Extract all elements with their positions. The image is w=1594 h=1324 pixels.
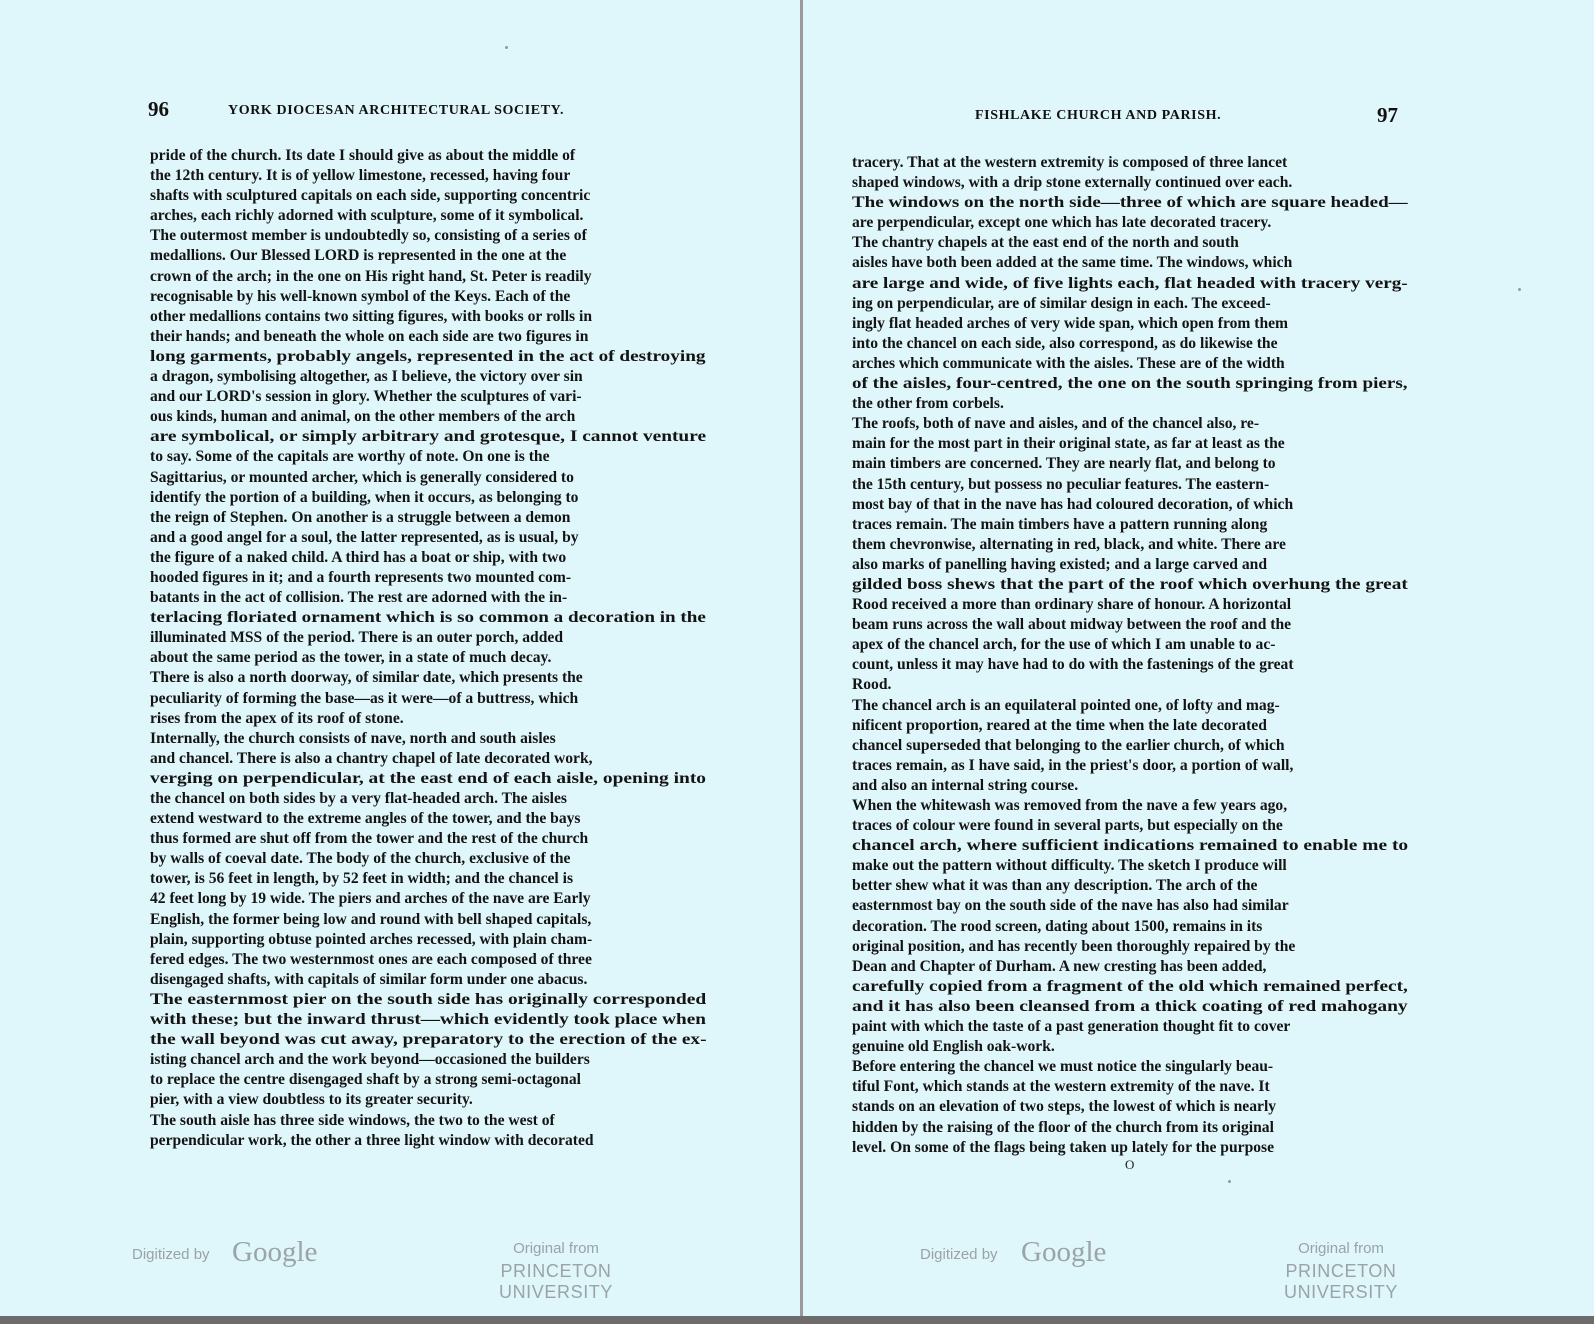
text-line: shafts with sculptured capitals on each side, supporting concentric bbox=[150, 187, 591, 205]
text-line: medallions. Our Blessed LORD is represented in the one at the bbox=[150, 247, 567, 265]
text-line: genuine old English oak-work. bbox=[852, 1038, 1055, 1056]
text-line: Before entering the chancel we must notice the singularly beau- bbox=[852, 1058, 1274, 1076]
right-google-logo: Google bbox=[1021, 1236, 1107, 1268]
text-line: ingly flat headed arches of very wide span, which open from them bbox=[852, 314, 1289, 332]
text-line: shaped windows, with a drip stone externally continued over each. bbox=[852, 174, 1293, 192]
left-original-from: Original from bbox=[513, 1240, 599, 1257]
text-line: decoration. The rood screen, dating about 1500, remains in its bbox=[852, 917, 1263, 935]
scan-speck bbox=[505, 46, 508, 49]
text-line: the other from corbels. bbox=[852, 395, 1004, 413]
text-line: traces remain. The main timbers have a pattern running along bbox=[852, 515, 1268, 533]
text-line: are symbolical, or simply arbitrary and grotesque, I cannot venture bbox=[150, 428, 707, 446]
text-line: to replace the centre disengaged shaft by a strong semi-octagonal bbox=[150, 1071, 581, 1089]
text-line: Sagittarius, or mounted archer, which is generally considered to bbox=[150, 468, 574, 486]
text-line: chancel superseded that belonging to the earlier church, of which bbox=[852, 736, 1285, 754]
text-line: original position, and has recently been thoroughly repaired by the bbox=[852, 937, 1296, 955]
text-line: them chevronwise, alternating in red, black, and white. There are bbox=[852, 535, 1286, 553]
text-line: The windows on the north side—three of which are square headed— bbox=[852, 194, 1408, 212]
text-line: most bay of that in the nave has had coloured decoration, of which bbox=[852, 495, 1294, 513]
text-line: tracery. That at the western extremity is composed of three lancet bbox=[852, 154, 1288, 171]
text-line: also marks of panelling having existed; and a large carved and bbox=[852, 555, 1267, 573]
text-line: nificent proportion, reared at the time when the late decorated bbox=[852, 716, 1267, 734]
text-line: are large and wide, of five lights each, flat headed with tracery verg- bbox=[852, 274, 1408, 292]
text-line: and also an internal string course. bbox=[852, 776, 1079, 794]
text-line: to say. Some of the capitals are worthy of note. On one is the bbox=[150, 448, 550, 466]
text-line: carefully copied from a fragment of the old which remained perfect, bbox=[852, 977, 1408, 995]
viewer-bottom-bar bbox=[0, 1316, 1594, 1324]
text-line: the 12th century. It is of yellow limestone, recessed, having four bbox=[150, 167, 571, 185]
scan-speck bbox=[1228, 1180, 1231, 1183]
right-digitized-by: Digitized by bbox=[920, 1246, 998, 1263]
text-line: main for the most part in their original state, as far at least as the bbox=[852, 435, 1285, 453]
text-line: disengaged shafts, with capitals of similar form under one abacus. bbox=[150, 970, 588, 988]
right-page-body bbox=[852, 153, 1408, 1158]
text-line: Rood received a more than ordinary share of honour. A horizontal bbox=[852, 596, 1292, 614]
text-line: other medallions contains two sitting figures, with books or rolls in bbox=[150, 307, 593, 325]
text-line: into the chancel on each side, also correspond, as do likewise the bbox=[852, 334, 1278, 352]
text-line: the chancel on both sides by a very flat-headed arch. The aisles bbox=[150, 790, 568, 807]
text-line: English, the former being low and round with bell shaped capitals, bbox=[150, 910, 592, 928]
text-line: crown of the arch; in the one on His right hand, St. Peter is readily bbox=[150, 267, 592, 285]
text-line: pier, with a view doubtless to its greater security. bbox=[150, 1091, 473, 1109]
text-line: their hands; and beneath the whole on each side are two figures in bbox=[150, 327, 589, 345]
signature-mark: O bbox=[1125, 1157, 1135, 1172]
text-line: perpendicular work, the other a three light window with decorated bbox=[150, 1131, 594, 1149]
text-line: main timbers are concerned. They are nearly flat, and belong to bbox=[852, 455, 1276, 473]
text-line: fered edges. The two westernmost ones are each composed of three bbox=[150, 950, 592, 968]
text-line: ing on perpendicular, are of similar design in each. The exceed- bbox=[852, 294, 1271, 312]
text-line: 42 feet long by 19 wide. The piers and arches of the nave are Early bbox=[150, 890, 591, 908]
text-line: verging on perpendicular, at the east end of each aisle, opening into bbox=[150, 769, 707, 787]
text-line: the figure of a naked child. A third has a boat or ship, with two bbox=[150, 548, 567, 566]
text-line: The outermost member is undoubtedly so, consisting of a series of bbox=[150, 227, 587, 245]
text-line: Dean and Chapter of Durham. A new cresting has been added, bbox=[852, 957, 1267, 975]
text-line: ous kinds, human and animal, on the other members of the arch bbox=[150, 408, 576, 426]
left-institution: PRINCETON UNIVERSITY bbox=[498, 1261, 614, 1302]
text-line: a dragon, symbolising altogether, as I believe, the victory over sin bbox=[150, 368, 583, 386]
text-line: and our LORD's session in glory. Whether the sculptures of vari- bbox=[150, 388, 582, 406]
text-line: make out the pattern without difficulty. The sketch I produce will bbox=[852, 857, 1287, 875]
text-line: pride of the church. Its date I should give as about the middle of bbox=[150, 147, 576, 164]
text-line: better shew what it was than any description. The arch of the bbox=[852, 877, 1258, 895]
text-line: peculiarity of forming the base—as it were—of a buttress, which bbox=[150, 689, 579, 707]
text-line: The easternmost pier on the south side has originally corresponded bbox=[150, 990, 707, 1008]
text-line: tower, is 56 feet in length, by 52 feet in width; and the chancel is bbox=[150, 870, 574, 888]
text-line: apex of the chancel arch, for the use of which I am unable to ac- bbox=[852, 636, 1276, 654]
text-line: are perpendicular, except one which has late decorated tracery. bbox=[852, 214, 1272, 232]
text-line: arches, each richly adorned with sculpture, some of it symbolical. bbox=[150, 207, 584, 225]
text-line: the 15th century, but possess no peculiar features. The eastern- bbox=[852, 475, 1270, 493]
left-google-logo: Google bbox=[232, 1236, 318, 1268]
text-line: There is also a north doorway, of similar date, which presents the bbox=[150, 669, 583, 687]
text-line: gilded boss shews that the part of the roof which overhung the great bbox=[852, 575, 1408, 593]
text-line: by walls of coeval date. The body of the church, exclusive of the bbox=[150, 850, 571, 868]
text-line: and a good angel for a soul, the latter represented, as is usual, by bbox=[150, 528, 579, 546]
text-line: arches which communicate with the aisles. These are of the width bbox=[852, 354, 1285, 372]
text-line: isting chancel arch and the work beyond—occasioned the builders bbox=[150, 1051, 590, 1069]
text-line: The chantry chapels at the east end of the north and south bbox=[852, 234, 1239, 252]
text-line: The south aisle has three side windows, the two to the west of bbox=[150, 1111, 555, 1129]
text-line: paint with which the taste of a past generation thought fit to cover bbox=[852, 1018, 1291, 1036]
text-line: The chancel arch is an equilateral pointed one, of lofty and mag- bbox=[852, 696, 1280, 714]
text-line: tiful Font, which stands at the western extremity of the nave. It bbox=[852, 1078, 1270, 1096]
text-line: the reign of Stephen. On another is a struggle between a demon bbox=[150, 508, 571, 526]
text-line: long garments, probably angels, represented in the act of destroying bbox=[150, 347, 706, 365]
text-line: easternmost bay on the south side of the nave has also had similar bbox=[852, 897, 1289, 915]
right-institution: PRINCETON UNIVERSITY bbox=[1283, 1261, 1399, 1302]
right-original-from: Original from bbox=[1298, 1240, 1384, 1257]
text-line: and chancel. There is also a chantry chapel of late decorated work, bbox=[150, 749, 593, 767]
text-line: the wall beyond was cut away, preparatory to the erection of the ex- bbox=[150, 1031, 707, 1049]
text-line: Rood. bbox=[852, 676, 892, 694]
text-line: aisles have both been added at the same time. The windows, which bbox=[852, 254, 1293, 272]
text-line: count, unless it may have had to do with the fastenings of the great bbox=[852, 656, 1294, 674]
text-line: and it has also been cleansed from a thick coating of red mahogany bbox=[852, 997, 1408, 1015]
text-line: stands on an elevation of two steps, the lowest of which is nearly bbox=[852, 1098, 1277, 1116]
text-line: When the whitewash was removed from the nave a few years ago, bbox=[852, 797, 1288, 814]
left-digitized-by: Digitized by bbox=[132, 1246, 210, 1263]
text-line: with these; but the inward thrust—which evidently took place when bbox=[150, 1011, 706, 1029]
text-line: Internally, the church consists of nave, north and south aisles bbox=[150, 729, 556, 747]
left-running-head: YORK DIOCESAN ARCHITECTURAL SOCIETY. bbox=[228, 103, 565, 118]
text-line: traces remain, as I have said, in the priest's door, a portion of wall, bbox=[852, 756, 1294, 774]
text-line: illuminated MSS of the period. There is an outer porch, added bbox=[150, 629, 563, 647]
text-line: thus formed are shut off from the tower and the rest of the church bbox=[150, 830, 589, 848]
text-line: hidden by the raising of the floor of the church from its original bbox=[852, 1118, 1274, 1136]
text-line: of the aisles, four-centred, the one on the south springing from piers, bbox=[852, 375, 1408, 393]
text-line: about the same period as the tower, in a state of much decay. bbox=[150, 649, 552, 667]
text-line: identify the portion of a building, when it occurs, as belonging to bbox=[150, 488, 579, 506]
text-line: extend westward to the extreme angles of the tower, and the bays bbox=[150, 810, 581, 828]
text-line: level. On some of the flags being taken up lately for the purpose bbox=[852, 1138, 1275, 1156]
text-line: recognisable by his well-known symbol of the Keys. Each of the bbox=[150, 287, 571, 305]
left-page bbox=[0, 0, 800, 1316]
text-line: rises from the apex of its roof of stone. bbox=[150, 709, 404, 727]
right-page-number: 97 bbox=[1377, 103, 1398, 127]
left-page-number: 96 bbox=[148, 97, 169, 121]
right-running-head: FISHLAKE CHURCH AND PARISH. bbox=[975, 108, 1222, 123]
text-line: The roofs, both of nave and aisles, and of the chancel also, re- bbox=[852, 415, 1260, 433]
text-line: chancel arch, where sufficient indications remained to enable me to bbox=[852, 837, 1409, 855]
left-page-body bbox=[150, 146, 706, 1151]
text-line: beam runs across the wall about midway between the roof and the bbox=[852, 616, 1292, 634]
text-line: hooded figures in it; and a fourth represents two mounted com- bbox=[150, 568, 572, 586]
text-line: traces of colour were found in several parts, but especially on the bbox=[852, 817, 1283, 835]
text-line: batants in the act of collision. The rest are adorned with the in- bbox=[150, 589, 568, 607]
text-line: terlacing floriated ornament which is so common a decoration in the bbox=[150, 609, 706, 627]
text-line: plain, supporting obtuse pointed arches recessed, with plain cham- bbox=[150, 930, 593, 948]
